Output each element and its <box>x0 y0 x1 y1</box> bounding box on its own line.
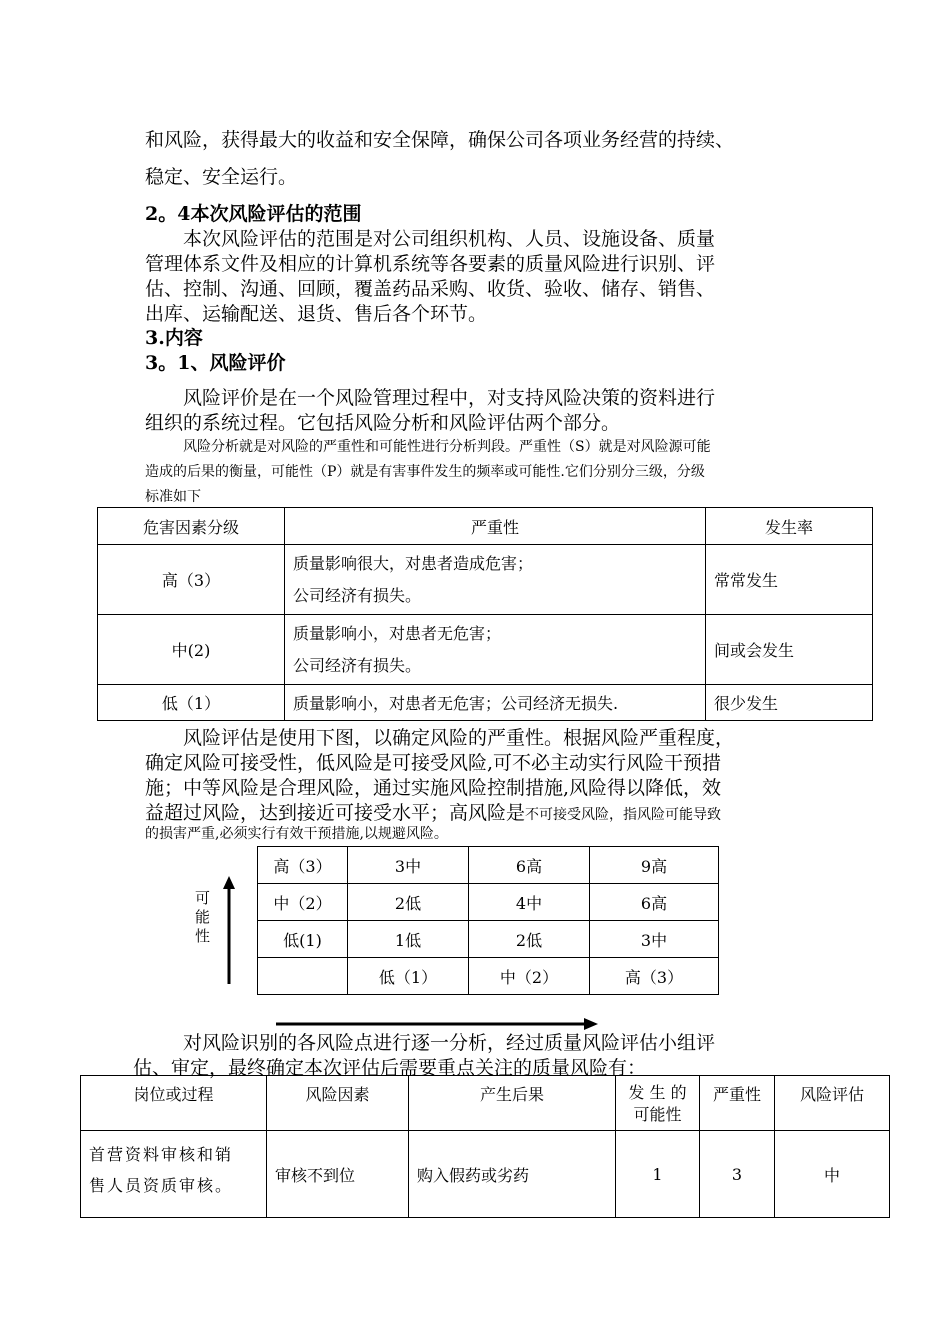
risk-header-probability: 发 生 的 可能性 <box>616 1076 700 1131</box>
risk-table-row <box>81 1131 890 1218</box>
risk-severity: 3 <box>700 1131 775 1218</box>
matrix-y-label <box>195 889 210 946</box>
grade-level: 中(2) <box>98 615 285 685</box>
grade-level: 低（1） <box>98 685 285 721</box>
risk-result: 购入假药或劣药 <box>409 1131 616 1218</box>
risk-table-header <box>81 1076 890 1131</box>
intro-line-1: 和风险，获得最大的收益和安全保障，确保公司各项业务经营的持续、 <box>145 129 735 151</box>
identify-line-1: 对风险识别的各风险点进行逐一分析，经过质量风险评估小组评 <box>183 1032 716 1054</box>
eval-small-line-1: 风险分析就是对风险的严重性和可能性进行分析判段。严重性（S）就是对风险源可能 <box>183 439 711 455</box>
matrix-cell: 3中 <box>590 921 719 958</box>
matrix-row <box>258 921 719 958</box>
scope-line-3: 估、控制、沟通、回顾，覆盖药品采购、收货、验收、储存、销售、 <box>145 278 716 300</box>
grade-rate: 间或会发生 <box>706 615 873 685</box>
grade-row-low <box>98 685 873 721</box>
risk-factor: 审核不到位 <box>267 1131 409 1218</box>
risk-matrix <box>257 846 719 995</box>
matrix-y-label-char: 性 <box>195 927 211 945</box>
matrix-y-label-char: 能 <box>195 908 211 926</box>
grade-severity: 质量影响小，对患者无危害；公司经济无损失. <box>285 685 706 721</box>
grade-header-rate: 发生率 <box>706 508 873 545</box>
risk-header-evaluation: 风险评估 <box>775 1076 890 1131</box>
section-2-4-heading: 2。4本次风险评估的范围 <box>145 203 362 225</box>
grade-level: 高（3） <box>98 545 285 615</box>
matrix-row <box>258 847 719 884</box>
assess-line-4-small: 不可接受风险，指风险可能导致 <box>525 807 722 823</box>
scope-line-1: 本次风险评估的范围是对公司组织机构、人员、设施设备、质量 <box>183 228 716 250</box>
assess-line-3: 施；中等风险是合理风险，通过实施风险控制措施,风险得以降低，效 <box>145 777 722 799</box>
grade-severity-line: 公司经济有损失。 <box>293 655 422 675</box>
grade-rate: 很少发生 <box>706 685 873 721</box>
matrix-cell: 高（3） <box>590 958 719 995</box>
assess-line-5: 的损害严重,必须实行有效干预措施,以规避风险。 <box>145 826 448 842</box>
grade-row-high <box>98 545 873 615</box>
assess-line-2: 确定风险可接受性，低风险是可接受风险,可不必主动实行风险干预措 <box>145 752 722 774</box>
risk-header-process: 岗位或过程 <box>81 1076 267 1131</box>
risk-process: 首营资料审核和销 售人员资质审核。 <box>81 1131 267 1218</box>
assess-line-1: 风险评估是使用下图，以确定风险的严重性。根据风险严重程度， <box>183 727 735 749</box>
matrix-cell: 2低 <box>469 921 590 958</box>
intro-line-2: 稳定、安全运行。 <box>145 166 298 188</box>
grade-rate: 常常发生 <box>706 545 873 615</box>
matrix-cell <box>258 958 348 995</box>
matrix-cell: 高（3） <box>258 847 348 884</box>
grade-row-mid <box>98 615 873 685</box>
scope-line-2: 管理体系文件及相应的计算机系统等各要素的质量风险进行识别、评 <box>145 253 716 275</box>
risk-header-factor: 风险因素 <box>267 1076 409 1131</box>
section-3-heading: 3.内容 <box>145 327 203 349</box>
eval-line-2: 组织的系统过程。它包括风险分析和风险评估两个部分。 <box>145 412 621 434</box>
grade-severity <box>285 615 706 685</box>
grade-severity-line: 质量影响小，对患者无危害； <box>293 623 502 643</box>
matrix-cell: 中（2） <box>258 884 348 921</box>
eval-small-line-3: 标准如下 <box>145 489 201 505</box>
grade-severity-line: 质量影响很大，对患者造成危害； <box>293 553 534 573</box>
grade-header-level: 危害因素分级 <box>98 508 285 545</box>
eval-small-line-2: 造成的后果的衡量，可能性（P）就是有害事件发生的频率或可能性.它们分别分三级，分级 <box>145 464 705 480</box>
matrix-y-label-char: 可 <box>195 889 211 907</box>
matrix-cell: 9高 <box>590 847 719 884</box>
matrix-cell: 低(1) <box>258 921 348 958</box>
section-3-1-heading: 3。1、风险评价 <box>145 352 286 374</box>
assess-line-4 <box>145 798 721 825</box>
matrix-cell: 低（1） <box>348 958 469 995</box>
matrix-cell: 1低 <box>348 921 469 958</box>
grade-table <box>97 507 873 721</box>
matrix-cell: 6高 <box>590 884 719 921</box>
risk-table <box>80 1075 890 1218</box>
grade-severity <box>285 545 706 615</box>
matrix-cell: 2低 <box>348 884 469 921</box>
matrix-cell: 6高 <box>469 847 590 884</box>
assess-line-4-large: 益超过风险，达到接近可接受水平；高风险是 <box>145 802 526 824</box>
y-axis-arrow-icon <box>220 876 238 988</box>
risk-probability: 1 <box>616 1131 700 1218</box>
matrix-cell: 中（2） <box>469 958 590 995</box>
grade-severity-line: 公司经济有损失。 <box>293 585 422 605</box>
risk-header-severity: 严重性 <box>700 1076 775 1131</box>
identify-line-2: 估、审定，最终确定本次评估后需要重点关注的质量风险有： <box>133 1057 647 1079</box>
grade-header-severity: 严重性 <box>285 508 706 545</box>
risk-evaluation: 中 <box>775 1131 890 1218</box>
matrix-row <box>258 958 719 995</box>
risk-header-result: 产生后果 <box>409 1076 616 1131</box>
matrix-row <box>258 884 719 921</box>
eval-line-1: 风险评价是在一个风险管理过程中，对支持风险决策的资料进行 <box>183 387 716 409</box>
scope-line-4: 出库、运输配送、退货、售后各个环节。 <box>145 303 488 325</box>
matrix-cell: 3中 <box>348 847 469 884</box>
matrix-cell: 4中 <box>469 884 590 921</box>
